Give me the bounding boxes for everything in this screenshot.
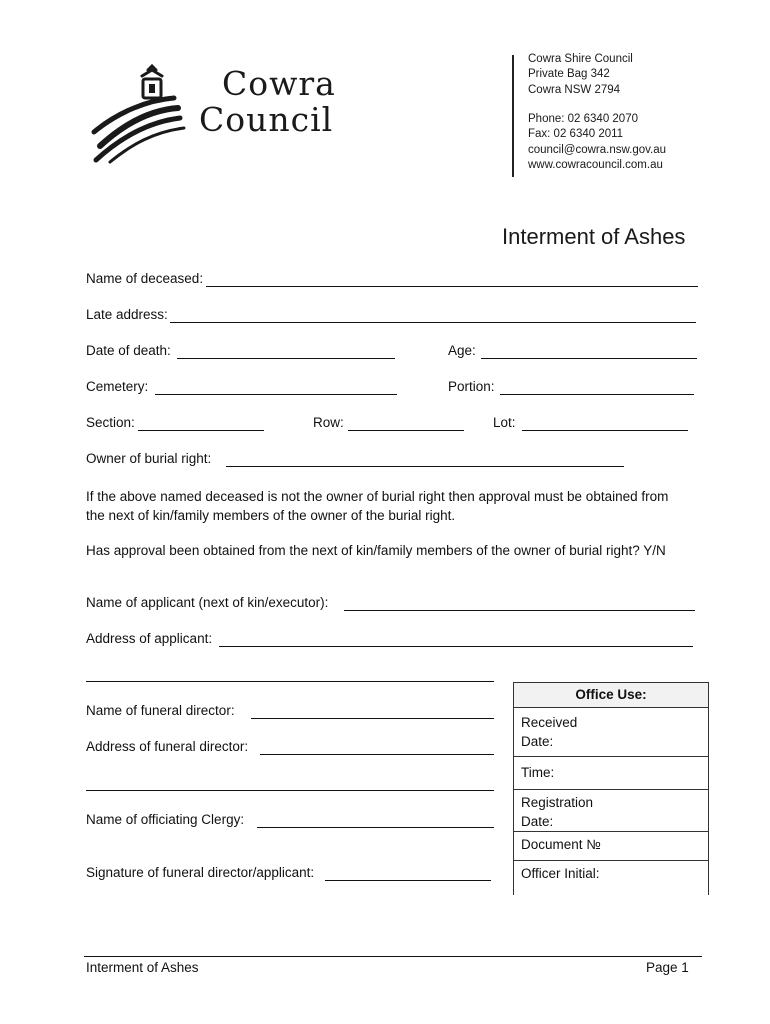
address-of-funeral-director-field[interactable] <box>260 754 494 755</box>
fax-number: Fax: 02 6340 2011 <box>528 128 624 141</box>
office-time-cell <box>514 757 708 790</box>
date-of-death-label: Date of death: <box>86 343 171 358</box>
name-of-funeral-director-label: Name of funeral director: <box>86 703 235 718</box>
lot-field[interactable] <box>522 430 688 431</box>
name-of-officiating-clergy-label: Name of officiating Clergy: <box>86 812 245 827</box>
logo-word-cowra: Cowra <box>222 64 336 103</box>
form-title: Interment of Ashes <box>502 224 686 249</box>
office-officer-initial-label: Officer Initial: <box>521 866 600 881</box>
council-emblem-icon <box>88 62 188 166</box>
name-of-deceased-field[interactable] <box>206 286 698 287</box>
address-of-funeral-director-field-line2[interactable] <box>86 790 494 791</box>
name-of-officiating-clergy-field[interactable] <box>257 827 494 828</box>
office-received-cell <box>514 708 708 757</box>
logo-word-council: Council <box>199 100 334 139</box>
website-link[interactable]: www.cowracouncil.com.au <box>528 158 663 171</box>
address-of-applicant-field-line2[interactable] <box>86 681 494 682</box>
name-of-applicant-field[interactable] <box>344 610 695 611</box>
date-of-death-field[interactable] <box>177 358 395 359</box>
address-line: Cowra Shire Council <box>528 53 633 65</box>
age-field[interactable] <box>481 358 697 359</box>
approval-notice <box>86 487 716 525</box>
cemetery-field[interactable] <box>155 394 397 395</box>
portion-field[interactable] <box>500 394 694 395</box>
office-registration-cell <box>514 790 708 832</box>
row-field[interactable] <box>348 430 464 431</box>
row-label: Row: <box>313 415 344 430</box>
portion-label: Portion: <box>448 379 495 394</box>
address-line: Cowra NSW 2794 <box>528 83 621 96</box>
footer-page-number: Page 1 <box>646 960 689 975</box>
header-divider <box>512 55 514 177</box>
phone-number: Phone: 02 6340 2070 <box>528 113 638 125</box>
signature-label: Signature of funeral director/applicant: <box>86 865 315 880</box>
approval-notice-line: the next of kin/family members of the owner of the burial right. <box>86 508 456 523</box>
late-address-field[interactable] <box>170 322 696 323</box>
address-line: Private Bag 342 <box>528 68 610 81</box>
office-document-cell <box>514 832 708 861</box>
address-of-applicant-field[interactable] <box>219 646 693 647</box>
owner-of-burial-right-label: Owner of burial right: <box>86 451 212 466</box>
age-label: Age: <box>448 343 476 358</box>
name-of-deceased-label: Name of deceased: <box>86 271 204 286</box>
footer-document-title: Interment of Ashes <box>86 960 199 975</box>
office-received-date-label: Date: <box>521 734 554 749</box>
footer-divider <box>84 956 702 957</box>
lot-label: Lot: <box>493 415 516 430</box>
approval-question: Has approval been obtained from the next of kin/family members of the owner of burial right? Y/N <box>86 543 666 558</box>
cemetery-label: Cemetery: <box>86 379 149 394</box>
council-logo <box>88 62 338 166</box>
section-label: Section: <box>86 415 135 430</box>
owner-of-burial-right-field[interactable] <box>226 466 624 467</box>
section-field[interactable] <box>138 430 264 431</box>
office-document-label: Document № <box>521 837 601 852</box>
address-of-applicant-label: Address of applicant: <box>86 631 213 646</box>
approval-notice-line: If the above named deceased is not the owner of burial right then approval must be obtained from <box>86 489 669 504</box>
name-of-funeral-director-field[interactable] <box>251 718 494 719</box>
signature-field[interactable] <box>325 880 491 881</box>
council-address <box>528 52 633 98</box>
late-address-label: Late address: <box>86 307 168 322</box>
name-of-applicant-label: Name of applicant (next of kin/executor): <box>86 595 329 610</box>
office-registration-label: Registration <box>521 795 594 810</box>
office-time-label: Time: <box>521 765 555 780</box>
office-use-heading: Office Use: <box>514 683 708 708</box>
office-received-label: Received <box>521 715 578 730</box>
office-registration-date-label: Date: <box>521 814 554 829</box>
address-of-funeral-director-label: Address of funeral director: <box>86 739 249 754</box>
office-use-box <box>513 682 709 895</box>
council-contacts <box>528 112 666 173</box>
email-address[interactable]: council@cowra.nsw.gov.au <box>528 143 667 156</box>
